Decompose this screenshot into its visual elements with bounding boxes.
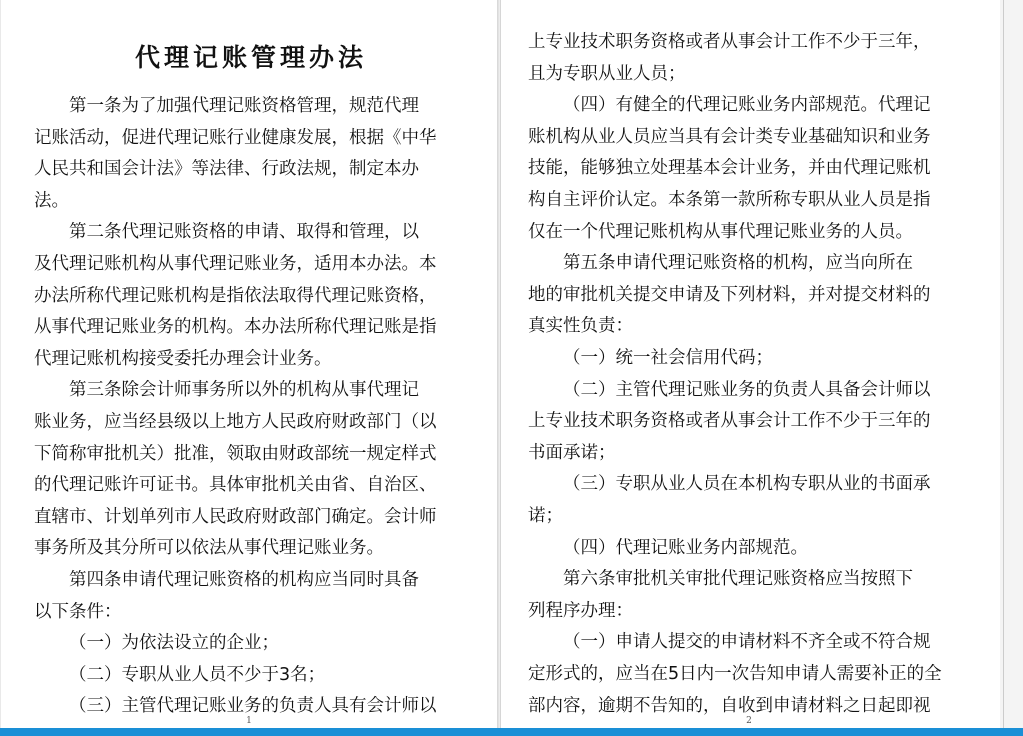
- article-number: 第二条: [69, 222, 122, 243]
- text-line: [1, 694, 497, 718]
- text-line: [501, 567, 1001, 591]
- text-line: [501, 188, 1001, 212]
- text-line: [1, 663, 497, 687]
- line-text: 定形式的，应当在5日内一次告知申请人需要补正的全: [528, 664, 942, 684]
- line-text: 地的审批机关提交申请及下列材料，并对提交材料的: [528, 284, 931, 305]
- line-text: 及代理记账机构从事代理记账业务，适用本办法。本: [34, 254, 437, 274]
- line-text: 办法所称代理记账机构是指依法取得代理记账资格，: [34, 285, 437, 306]
- line-text: 列程序办理：: [528, 600, 633, 621]
- article-text: 申请代理记账资格的机构应当同时具备: [121, 570, 419, 590]
- line-text: 诺；: [528, 506, 563, 526]
- text-line: [501, 599, 1001, 623]
- text-line: [1, 315, 497, 339]
- line-text: 技能，能够独立处理基本会计业务，并由代理记账机: [528, 158, 931, 179]
- text-line: [1, 410, 497, 434]
- text-line: [1, 442, 497, 466]
- line-text: 书面承诺；: [528, 442, 616, 463]
- text-line: [501, 30, 1001, 54]
- line-text: 部内容，逾期不告知的，自收到申请材料之日起即视: [528, 695, 931, 716]
- line-text: （四）代理记账业务内部规范。: [563, 537, 808, 558]
- text-line: [501, 156, 1001, 180]
- text-line: [1, 189, 497, 213]
- text-line: [1, 126, 497, 150]
- line-text: 账机构从业人员应当具有会计类专业基础知识和业务: [528, 126, 931, 147]
- article-number: 第四条: [69, 570, 122, 590]
- text-line: [501, 472, 1001, 496]
- line-text: （三）专职从业人员在本机构专职从业的书面承: [563, 474, 931, 495]
- line-text: 记账活动，促进代理记账行业健康发展，根据《中华: [34, 127, 437, 148]
- text-line: [501, 662, 1001, 686]
- line-text: 代理记账机构接受委托办理会计业务。: [34, 348, 332, 369]
- line-text: 且为专职从业人员；: [528, 63, 686, 84]
- text-line: [1, 505, 497, 529]
- line-text: 上专业技术职务资格或者从事会计工作不少于三年的: [528, 411, 931, 432]
- line-text: （一）申请人提交的申请材料不齐全或不符合规: [563, 632, 931, 653]
- text-line: [501, 409, 1001, 433]
- article-text: 为了加强代理记账资格管理，规范代理: [121, 96, 419, 116]
- text-line: [1, 473, 497, 497]
- text-line: [501, 251, 1001, 275]
- line-text: （一）为依法设立的企业；: [69, 633, 279, 654]
- text-line: [501, 93, 1001, 117]
- text-line: [1, 568, 497, 592]
- article-number: 第三条: [69, 380, 122, 401]
- text-line: [1, 220, 497, 244]
- text-line: [501, 125, 1001, 149]
- text-line: [501, 536, 1001, 560]
- text-line: [1, 600, 497, 624]
- line-text: （二）主管代理记账业务的负责人具备会计师以: [563, 379, 931, 400]
- article-number: 第六条: [563, 569, 616, 590]
- right-margin: [1000, 0, 1023, 728]
- bottom-status-bar: [0, 728, 1023, 736]
- line-text: 以下条件：: [34, 601, 122, 622]
- line-text: 事务所及其分所可以依法从事代理记账业务。: [34, 538, 384, 559]
- line-text: 构自主评价认定。本条第一款所称专职从业人员是指: [528, 190, 931, 210]
- line-text: 直辖市、计划单列市人民政府财政部门确定。会计师: [34, 506, 437, 527]
- article-text: 代理记账资格的申请、取得和管理，以: [121, 222, 419, 243]
- line-text: 真实性负责：: [528, 316, 633, 337]
- article-number: 第五条: [563, 253, 616, 274]
- line-text: 从事代理记账业务的机构。本办法所称代理记账是指: [34, 317, 437, 338]
- page-edge-line: [1003, 0, 1004, 728]
- line-text: 法。: [34, 190, 69, 211]
- text-line: [1, 284, 497, 308]
- text-line: [1, 378, 497, 402]
- text-line: [1, 252, 497, 276]
- line-text: （二）专职从业人员不少于3名；: [69, 664, 326, 685]
- line-text: 仅在一个代理记账机构从事代理记账业务的人员。: [528, 221, 913, 242]
- line-text: 上专业技术职务资格或者从事会计工作不少于三年，: [528, 32, 931, 52]
- page-number-2: 2: [746, 716, 752, 726]
- text-line: [501, 694, 1001, 718]
- article-text: 申请代理记账资格的机构，应当向所在: [615, 253, 913, 274]
- text-line: [501, 504, 1001, 528]
- text-line: [501, 378, 1001, 402]
- text-line: [501, 630, 1001, 654]
- text-line: [501, 220, 1001, 244]
- line-text: （三）主管代理记账业务的负责人具有会计师以: [69, 696, 437, 717]
- text-line: [501, 346, 1001, 370]
- document-page-2: [500, 0, 1001, 728]
- article-text: 除会计师事务所以外的机构从事代理记: [121, 380, 419, 401]
- line-text: 人民共和国会计法》等法律、行政法规，制定本办: [34, 159, 419, 180]
- text-line: [1, 347, 497, 371]
- line-text: 的代理记账许可证书。具体审批机关由省、自治区、: [34, 475, 437, 496]
- text-line: [501, 441, 1001, 465]
- page-number-1: 1: [246, 716, 252, 726]
- article-text: 审批机关审批代理记账资格应当按照下: [615, 569, 913, 590]
- document-page-1: [1, 0, 498, 728]
- text-line: [1, 94, 497, 118]
- text-line: [501, 62, 1001, 86]
- text-line: [1, 631, 497, 655]
- line-text: （一）统一社会信用代码；: [563, 348, 773, 368]
- article-number: 第一条: [69, 96, 122, 116]
- text-line: [1, 536, 497, 560]
- line-text: （四）有健全的代理记账业务内部规范。代理记: [563, 95, 931, 116]
- document-title: 代理记账管理办法: [134, 43, 367, 72]
- text-line: [501, 283, 1001, 307]
- line-text: 账业务，应当经县级以上地方人民政府财政部门（以: [34, 412, 437, 432]
- text-line: [1, 157, 497, 181]
- line-text: 下简称审批机关）批准，领取由财政部统一规定样式: [34, 443, 437, 464]
- text-line: [501, 314, 1001, 338]
